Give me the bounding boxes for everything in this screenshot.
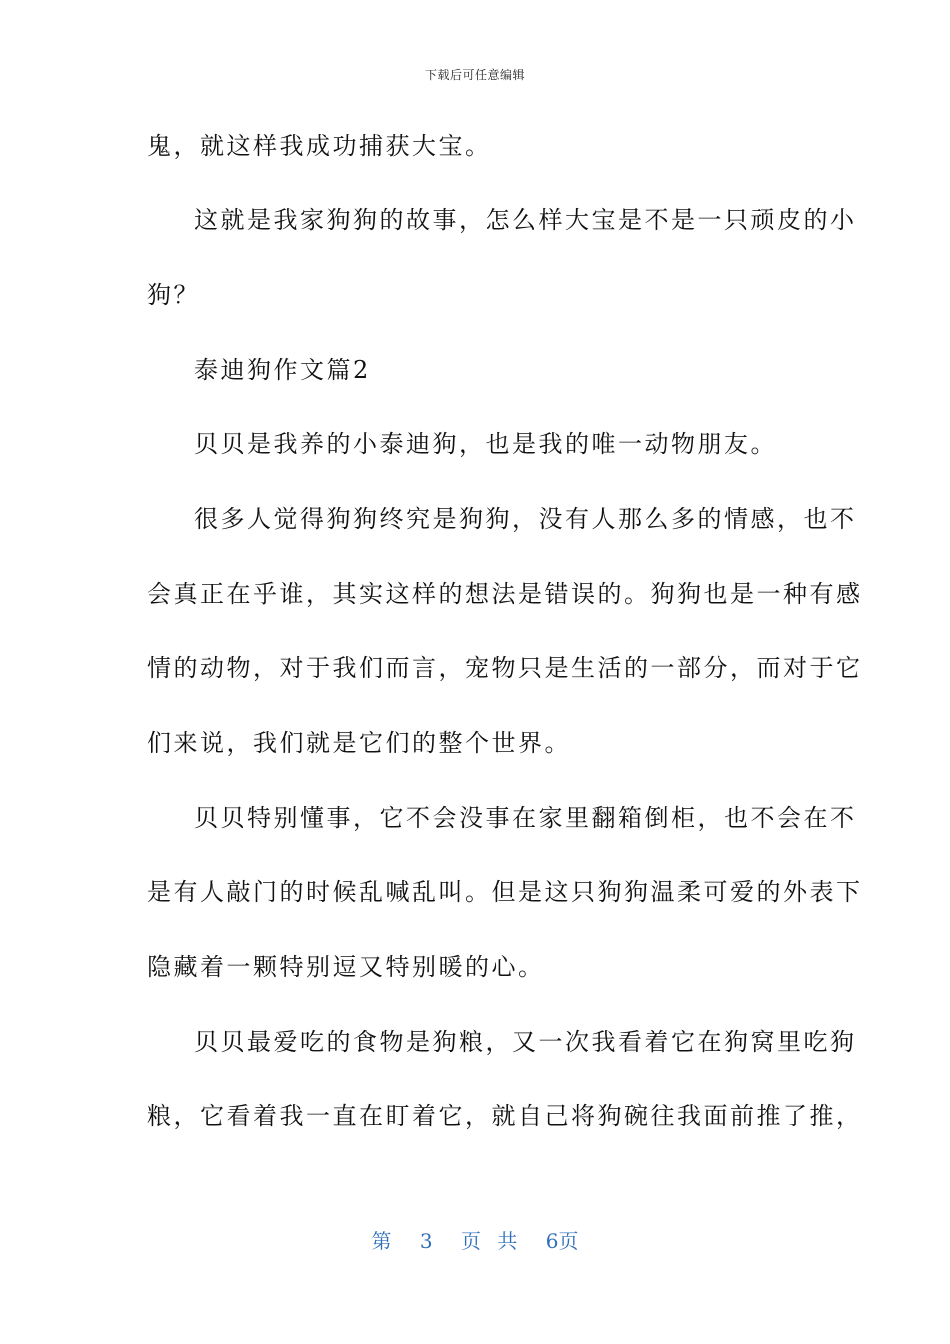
text-line: 情的动物，对于我们而言，宠物只是生活的一部分，而对于它 <box>147 654 863 682</box>
text-line: 狗？ <box>147 281 200 309</box>
text-line: 贝贝是我养的小泰迪狗，也是我的唯一动物朋友。 <box>194 430 777 458</box>
text-line: 粮，它看着我一直在盯着它，就自己将狗碗往我面前推了推， <box>147 1102 863 1130</box>
text-line: 们来说，我们就是它们的整个世界。 <box>147 729 571 757</box>
section-heading: 泰迪狗作文篇2 <box>194 356 371 384</box>
text-line: 这就是我家狗狗的故事，怎么样大宝是不是一只顽皮的小 <box>194 206 857 234</box>
text-line: 贝贝特别懂事，它不会没事在家里翻箱倒柜，也不会在不 <box>194 804 857 832</box>
text-line: 是有人敲门的时候乱喊乱叫。但是这只狗狗温柔可爱的外表下 <box>147 878 863 906</box>
footer-prefix: 第 <box>371 1229 392 1253</box>
text-line: 会真正在乎谁，其实这样的想法是错误的。狗狗也是一种有感 <box>147 580 863 608</box>
text-line: 贝贝最爱吃的食物是狗粮，又一次我看着它在狗窝里吃狗 <box>194 1028 857 1056</box>
page-header: 下载后可任意编辑 <box>424 68 525 82</box>
page-footer <box>0 1225 950 1254</box>
text-line: 隐藏着一颗特别逗又特别暖的心。 <box>147 953 545 981</box>
text-line: 很多人觉得狗狗终究是狗狗，没有人那么多的情感，也不 <box>194 505 857 533</box>
footer-middle: 页 共 <box>461 1229 518 1253</box>
text-line: 鬼，就这样我成功捕获大宝。 <box>147 132 492 160</box>
footer-page-number: 3 <box>419 1229 433 1253</box>
footer-total: 6页 <box>545 1229 579 1253</box>
